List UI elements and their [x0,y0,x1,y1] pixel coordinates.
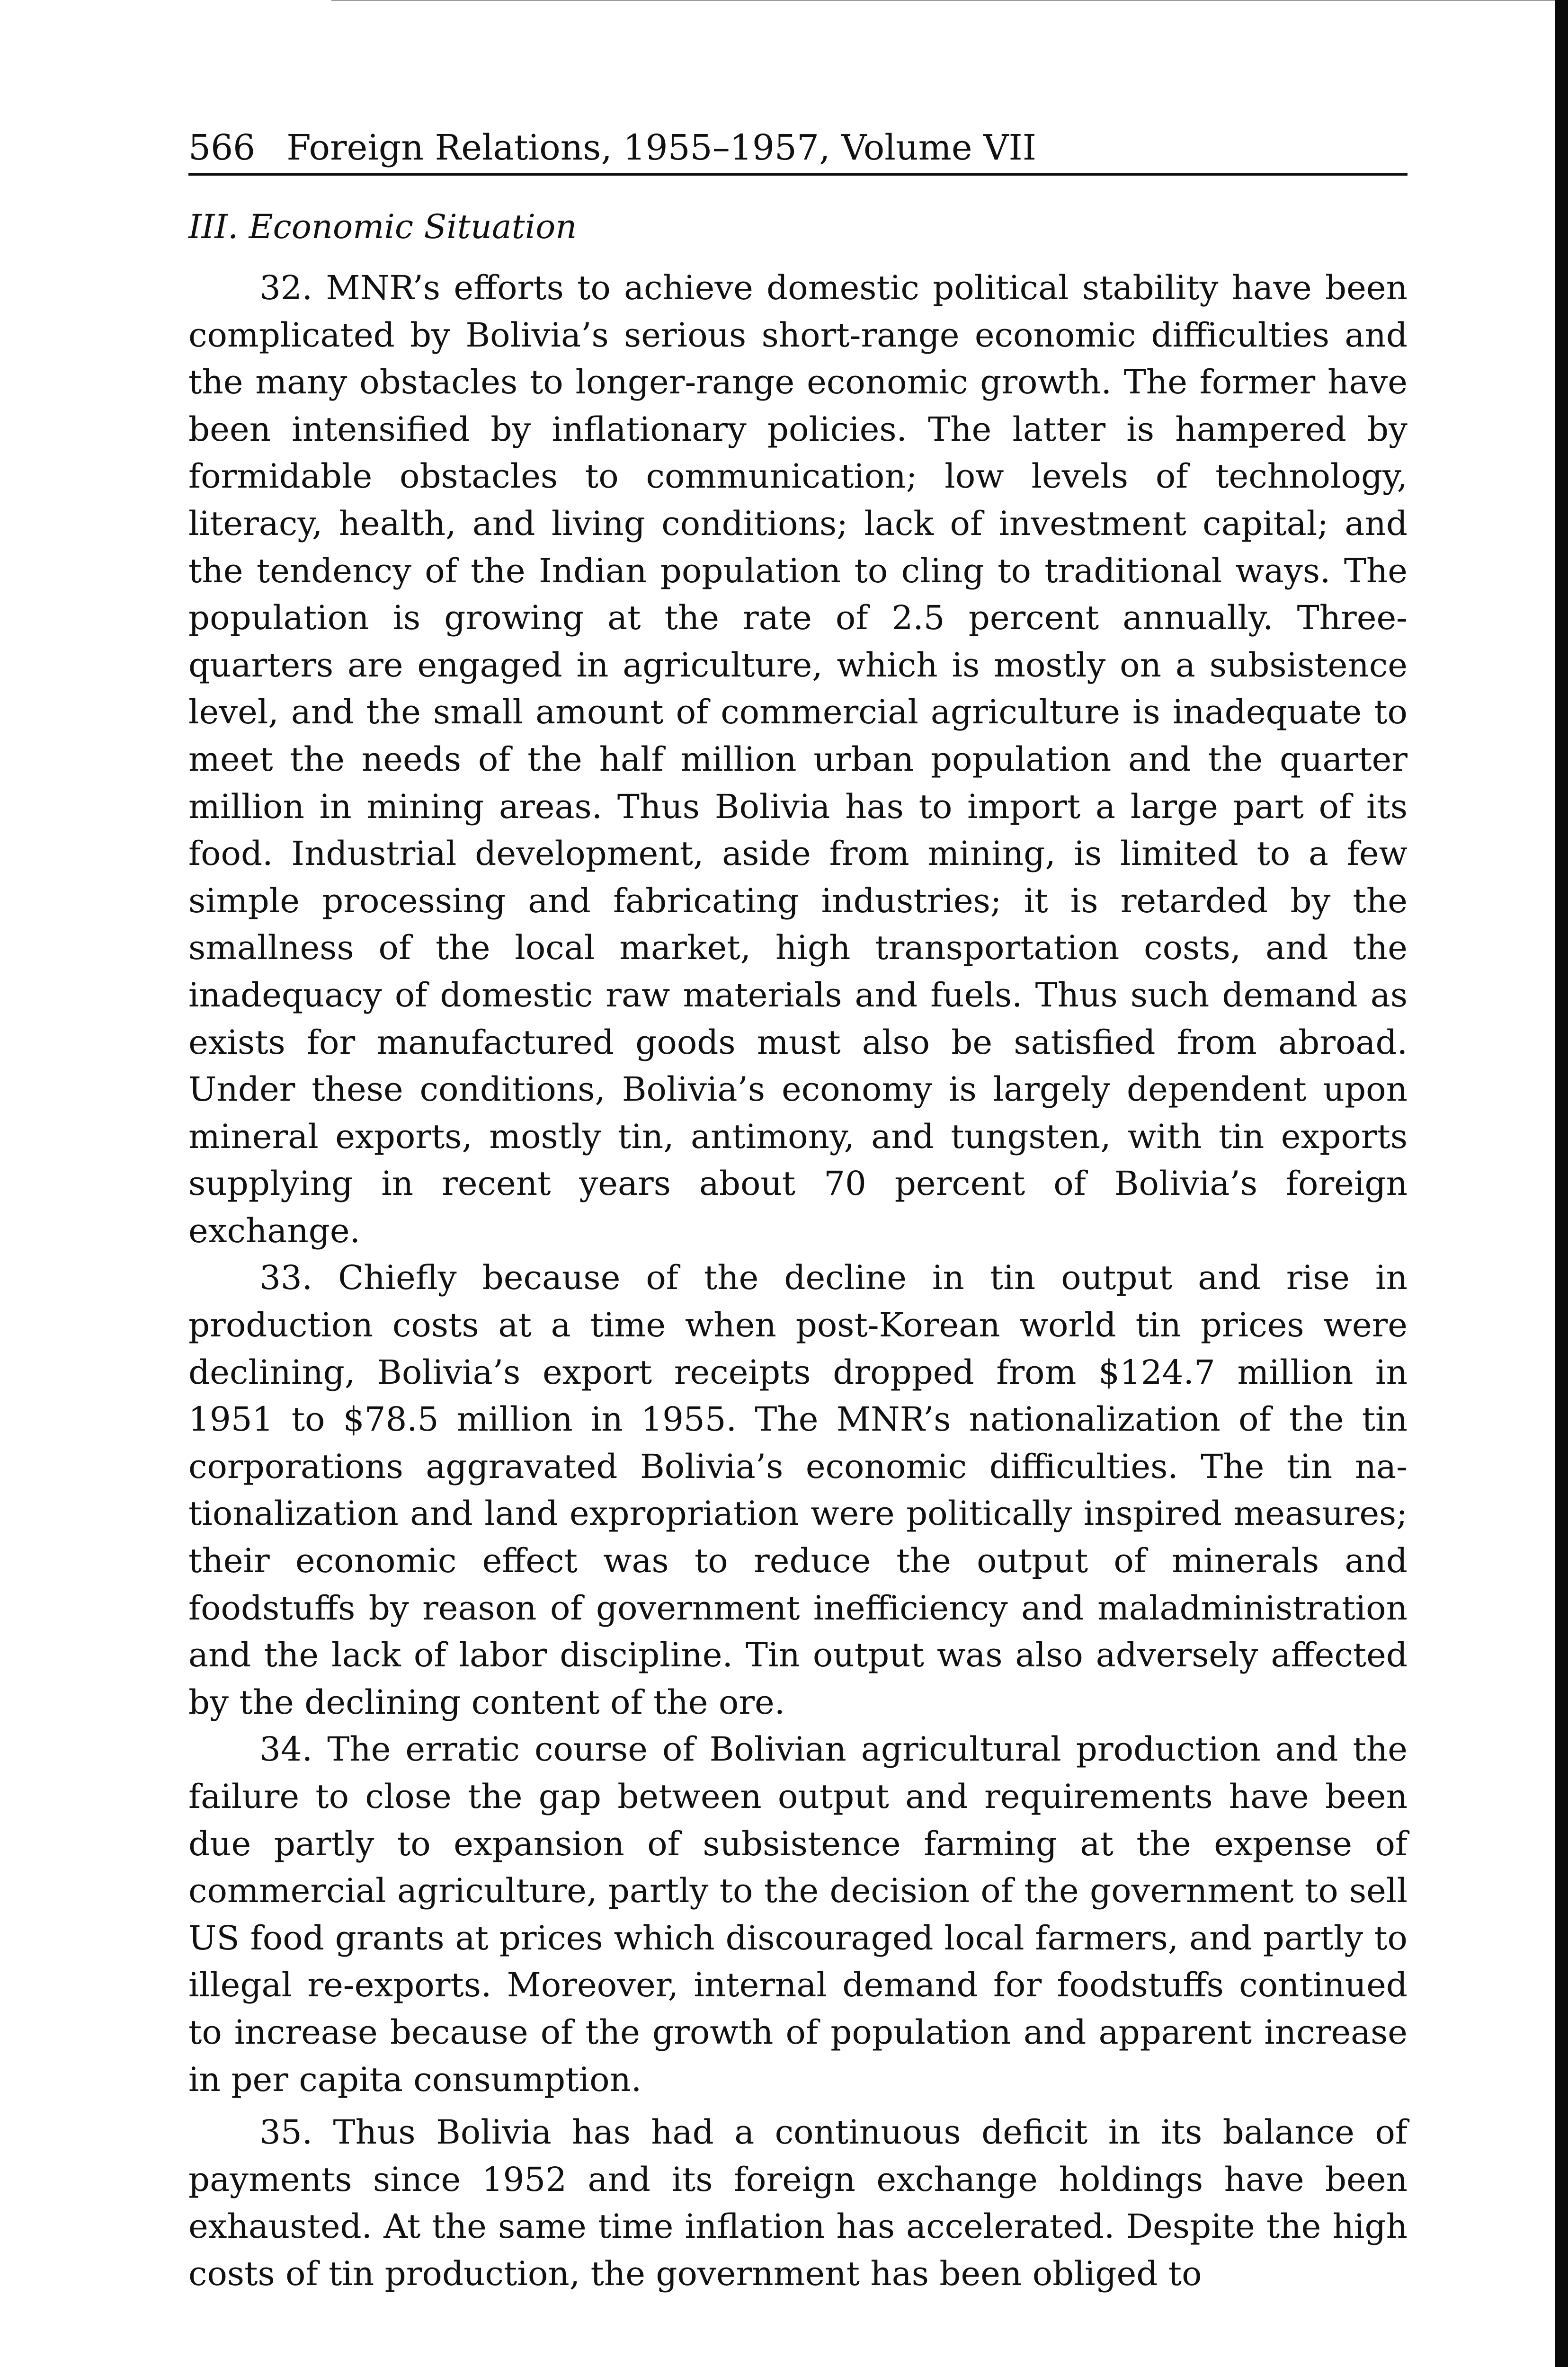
paragraph-35: 35. Thus Bolivia has had a continuous deficit in its balance of payments since 1952 and its foreign exchange holdings have been exhausted. At the same time inflation has accelerated. Despite the high costs of tin production, the government has been obliged to [188,2113,1408,2293]
document-page [188,124,1408,2298]
paragraph-32: 32. MNR’s efforts to achieve domestic political stability have been complicated by Bolivia’s serious short-range economic difficulties and the many obstacles to longer-range economic growth. The former have been intensified by inflationary policies. The latter is hampered by formidable obstacles to communication; low levels of technology, literacy, health, and living conditions; lack of investment capital; and the tendency of the Indian population to cling to traditional ways. The population is growing at the rate of 2.5 percent annually. Three-quarters are engaged in agriculture, which is mostly on a subsistence level, and the small amount of commercial agriculture is inadequate to meet the needs of the half million urban population and the quarter million in mining areas. Thus Bolivia has to import a large part of its food. Industrial development, aside from mining, is limited to a few simple processing and fabricating industries; it is retarded by the smallness of the local market, high transportation costs, and the inadequacy of domestic raw materials and fuels. Thus such demand as exists for manufactured goods must also be satisfied from abroad. Under these conditions, Bolivia’s economy is largely dependent upon mineral exports, mostly tin, antimony, and tungsten, with tin exports supplying in recent years about 70 percent of Bolivia’s foreign exchange. [188,268,1408,1250]
scan-right-edge [1555,0,1568,2367]
page-number: 566 [188,127,256,168]
paragraph-34: 34. The erratic course of Bolivian agricultural production and the failure to close the gap between output and requirements have been due partly to expansion of subsistence farming at the expense of commercial agriculture, partly to the decision of the government to sell US food grants at prices which discouraged local farmers, and partly to illegal re-exports. Moreover, internal demand for foodstuffs continued to increase because of the growth of population and apparent increase in per capita consumption. [188,1730,1408,2099]
running-title: Foreign Relations, 1955–1957, Volume VII [286,127,1037,168]
scan-top-edge [331,0,1555,1]
body-text [188,265,1408,2298]
running-head [188,124,1408,176]
paragraph-33: 33. Chiefly because of the decline in tin output and rise in production costs at a time when post-Korean world tin prices were declining, Bolivia’s export receipts dropped from $124.7 million in 1951 to $78.5 million in 1955. The MNR’s nationalization of the tin corporations aggravated Bolivia’s economic difficulties. The tin nationalization and land expropriation were politically inspired measures; their economic effect was to reduce the output of minerals and foodstuffs by reason of government inefficiency and maladministration and the lack of labor discipline. Tin output was also adversely affected by the declining content of the ore. [188,1258,1408,1722]
section-heading: III. Economic Situation [188,207,577,246]
